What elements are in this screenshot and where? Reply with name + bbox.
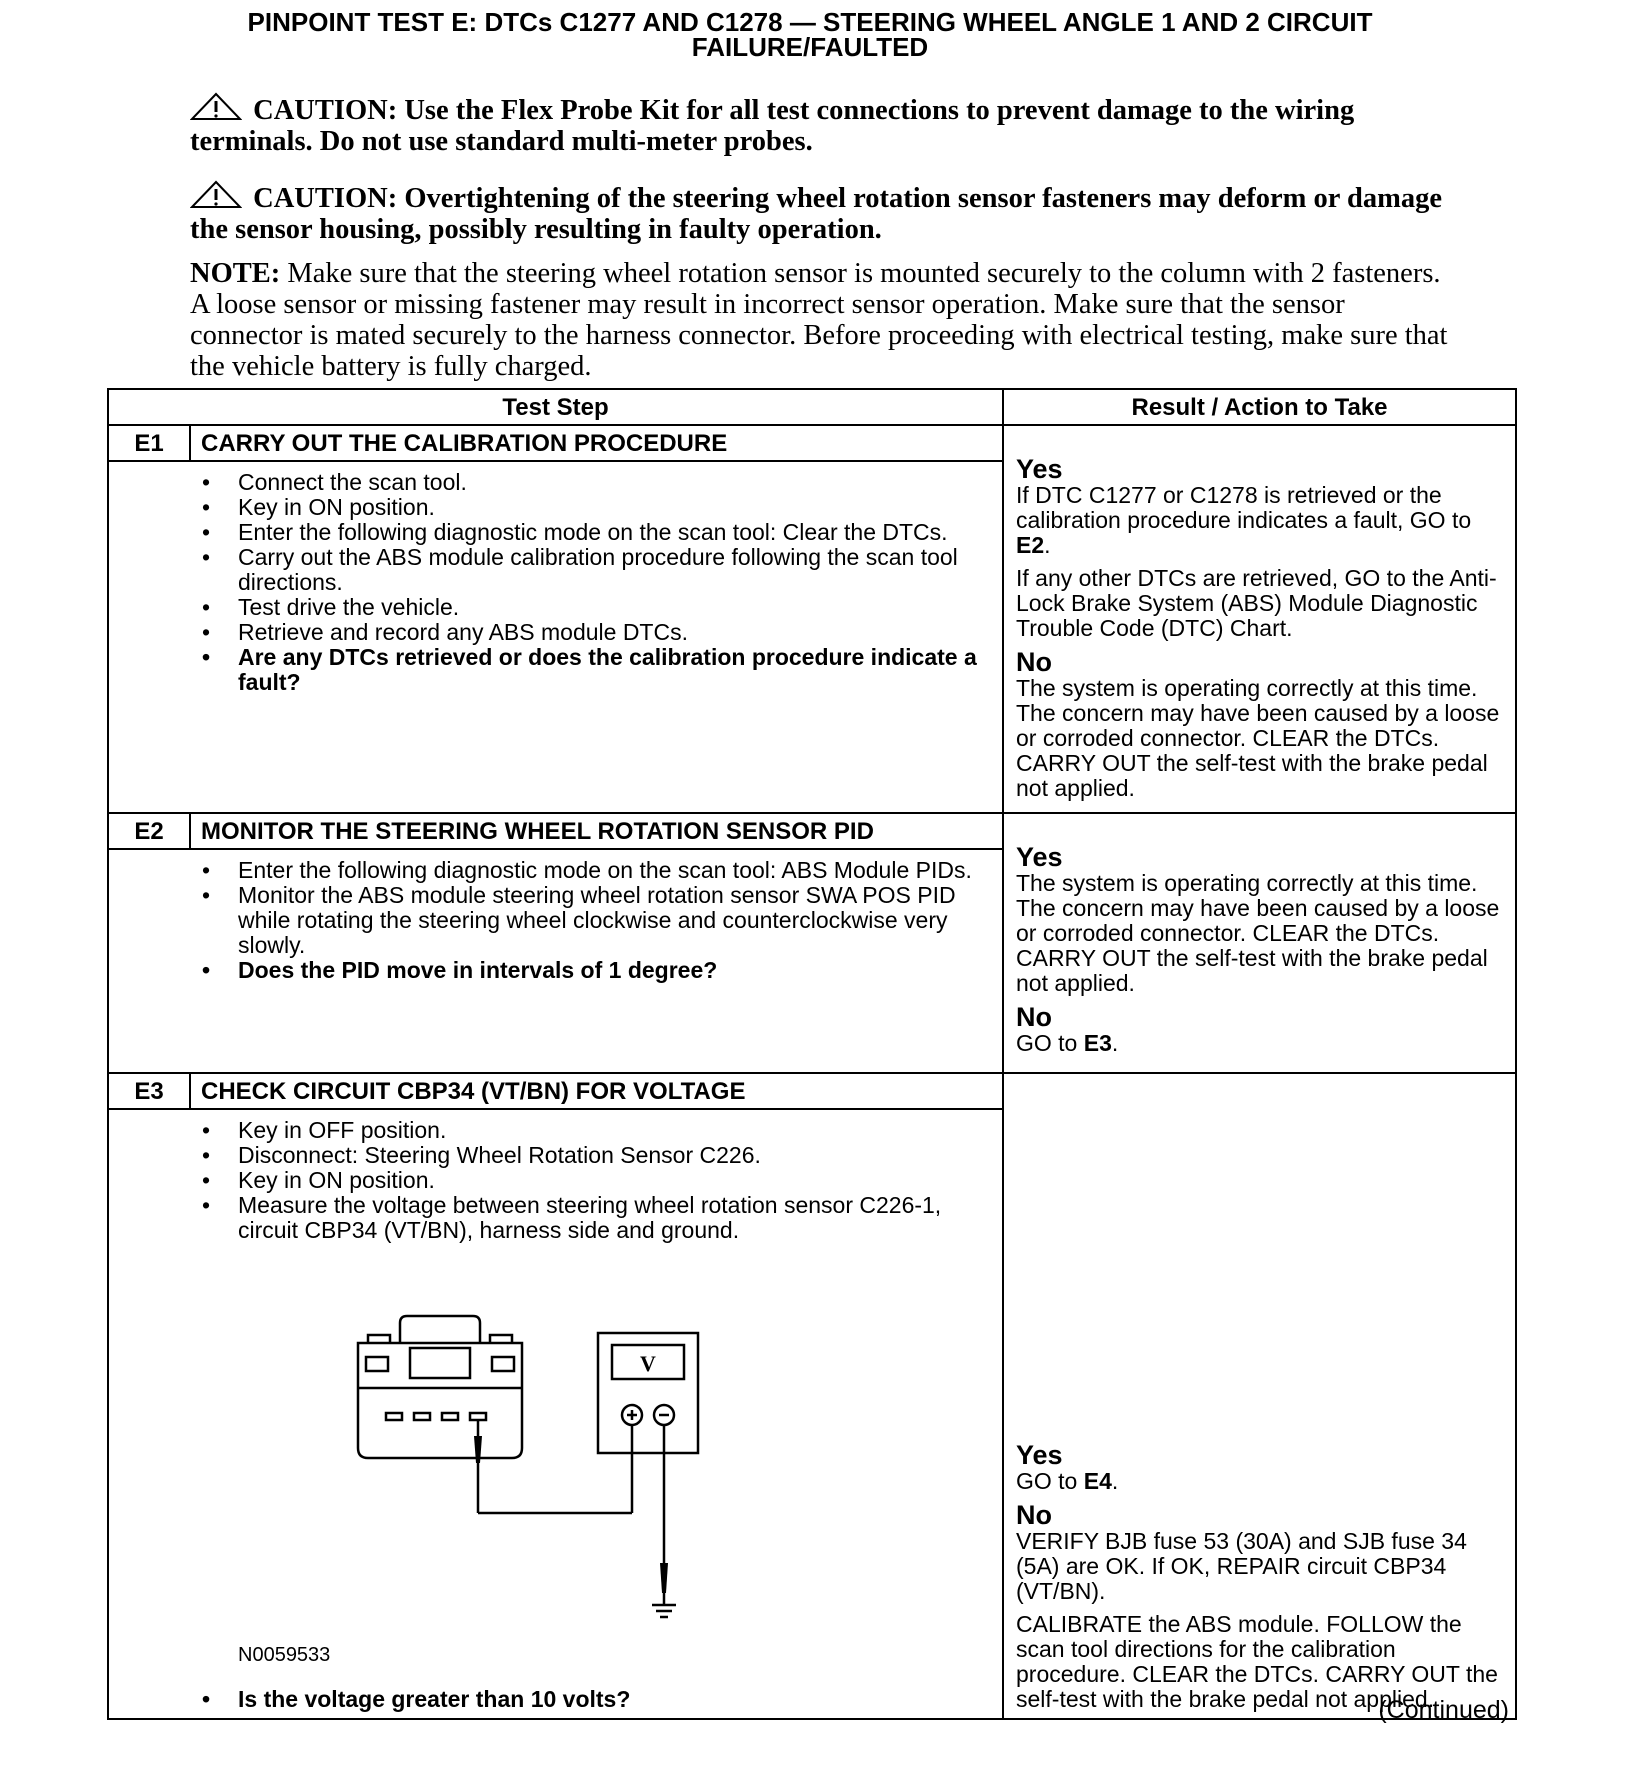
caution-label: CAUTION:: [253, 183, 398, 214]
no-action: The system is operating correctly at this time. The concern may have been caused by a loose or corroded connector. CLEAR the DTCs. CARRY OUT the self-test with the brake pedal not applied.: [1016, 675, 1500, 801]
title-line-1: PINPOINT TEST E: DTCs C1277 AND C1278 — STEERING WHEEL ANGLE 1 AND 2 CIRCUIT: [247, 7, 1373, 37]
step-heading: CARRY OUT THE CALIBRATION PROCEDURE: [190, 425, 1003, 461]
probe-tip: [660, 1563, 668, 1593]
step-result-e2: [1003, 813, 1516, 1073]
yes-action-2: If any other DTCs are retrieved, GO to the Anti-Lock Brake System (ABS) Module Diagnostic Trouble Code (DTC) Chart.: [1016, 565, 1497, 641]
step-heading: MONITOR THE STEERING WHEEL ROTATION SENSOR PID: [190, 813, 1003, 849]
yes-action: The system is operating correctly at this time. The concern may have been caused by a loose or corroded connector. CLEAR the DTCs. CARRY OUT the self-test with the brake pedal not applied.: [1016, 870, 1500, 996]
no-label: No: [1016, 1500, 1052, 1530]
table-header-row: [108, 389, 1516, 425]
connector-voltmeter-illustration: [350, 1313, 710, 1633]
list-item: • Retrieve and record any ABS module DTCs.: [238, 620, 992, 645]
no-action-2: CALIBRATE the ABS module. FOLLOW the scan tool directions for the calibration procedure. CLEAR the DTCs. CARRY OUT the self-test with the brake pedal not applied.: [1016, 1611, 1498, 1712]
list-item: • Carry out the ABS module calibration procedure following the scan tool directions.: [238, 545, 992, 595]
no-action: GO to E3.: [1016, 1030, 1119, 1056]
step-bullets: [190, 858, 992, 983]
list-item: • Enter the following diagnostic mode on the scan tool: Clear the DTCs.: [238, 520, 992, 545]
no-label: No: [1016, 647, 1052, 677]
step-bullets: [190, 470, 992, 695]
figure-id: N0059533: [238, 1644, 331, 1666]
step-header-row-e3: [108, 1073, 1516, 1109]
voltage-test-diagram: [190, 1243, 992, 1683]
yes-action: If DTC C1277 or C1278 is retrieved or the calibration procedure indicates a fault, GO to E2.: [1016, 482, 1472, 558]
step-body: [190, 461, 1003, 813]
step-id: E1: [108, 425, 190, 461]
step-body: [190, 1109, 1003, 1719]
step-header-row-e2: [108, 813, 1516, 849]
title-line-2: FAILURE/FAULTED: [691, 32, 929, 62]
step-question: • Is the voltage greater than 10 volts?: [238, 1687, 992, 1712]
caution-text: Overtightening of the steering wheel rotation sensor fasteners may deform or damage the sensor housing, possibly resulting in faulty operation.: [190, 183, 1443, 245]
ground-icon: [652, 1593, 676, 1617]
note-label: NOTE:: [190, 258, 281, 289]
warning-triangle-icon: [190, 92, 246, 122]
step-result-e1: [1003, 425, 1516, 813]
step-id: E2: [108, 813, 190, 849]
note-text: Make sure that the steering wheel rotation sensor is mounted securely to the column with 2 fasteners. A loose sensor or missing fastener may result in incorrect sensor operation. Make sure that the sensor connector is mated securely to the harness connector. Before proceeding with electrical testing, make sure that the vehicle battery is fully charged.: [190, 258, 1448, 382]
step-bullets: [190, 1118, 992, 1243]
list-item: • Measure the voltage between steering wheel rotation sensor C226-1, circuit CBP34 (VT/BN), harness side and ground.: [238, 1193, 992, 1243]
list-item: • Monitor the ABS module steering wheel rotation sensor SWA POS PID while rotating the steering wheel clockwise and counterclockwise very slowly.: [238, 883, 992, 958]
goto-step-link: E2: [1016, 532, 1045, 558]
step-body: [190, 849, 1003, 1073]
goto-step-link: E4: [1083, 1468, 1112, 1494]
step-header-row-e1: [108, 425, 1516, 461]
no-label: No: [1016, 1002, 1052, 1032]
continued-label: (Continued): [1378, 1696, 1509, 1724]
list-item: • Enter the following diagnostic mode on the scan tool: ABS Module PIDs.: [238, 858, 992, 883]
no-action: VERIFY BJB fuse 53 (30A) and SJB fuse 34 (5A) are OK. If OK, REPAIR circuit CBP34 (VT/BN).: [1016, 1528, 1467, 1604]
list-item: • Disconnect: Steering Wheel Rotation Sensor C226.: [238, 1143, 992, 1168]
note-block: [190, 258, 1450, 382]
step-bullets: [190, 1687, 992, 1712]
step-question: • Does the PID move in intervals of 1 degree?: [238, 958, 992, 983]
yes-label: Yes: [1016, 454, 1063, 484]
list-item: • Key in ON position.: [238, 1168, 992, 1193]
pinpoint-test-table: [107, 388, 1517, 1720]
caution-text: Use the Flex Probe Kit for all test connections to prevent damage to the wiring terminals. Do not use standard multi-meter probes.: [190, 95, 1355, 157]
meter-label: V: [640, 1351, 656, 1376]
caution-block-2: [190, 180, 1450, 245]
caution-label: CAUTION:: [253, 95, 398, 126]
test-step-header: Test Step: [108, 389, 1003, 425]
step-heading: CHECK CIRCUIT CBP34 (VT/BN) FOR VOLTAGE: [190, 1073, 1003, 1109]
yes-label: Yes: [1016, 1440, 1063, 1470]
list-item: • Connect the scan tool.: [238, 470, 992, 495]
step-id: E3: [108, 1073, 190, 1109]
step-question: • Are any DTCs retrieved or does the calibration procedure indicate a fault?: [238, 645, 992, 695]
goto-step-link: E3: [1083, 1030, 1112, 1056]
list-item: • Key in OFF position.: [238, 1118, 992, 1143]
list-item: • Key in ON position.: [238, 495, 992, 520]
caution-block-1: [190, 92, 1450, 157]
connector-icon: [358, 1316, 522, 1458]
yes-action: GO to E4.: [1016, 1468, 1119, 1494]
result-header: Result / Action to Take: [1003, 389, 1516, 425]
probe-leads: [478, 1425, 664, 1588]
page-title: [100, 7, 1520, 62]
yes-label: Yes: [1016, 842, 1063, 872]
warning-triangle-icon: [190, 180, 246, 210]
step-result-e3: [1003, 1073, 1516, 1719]
list-item: • Test drive the vehicle.: [238, 595, 992, 620]
